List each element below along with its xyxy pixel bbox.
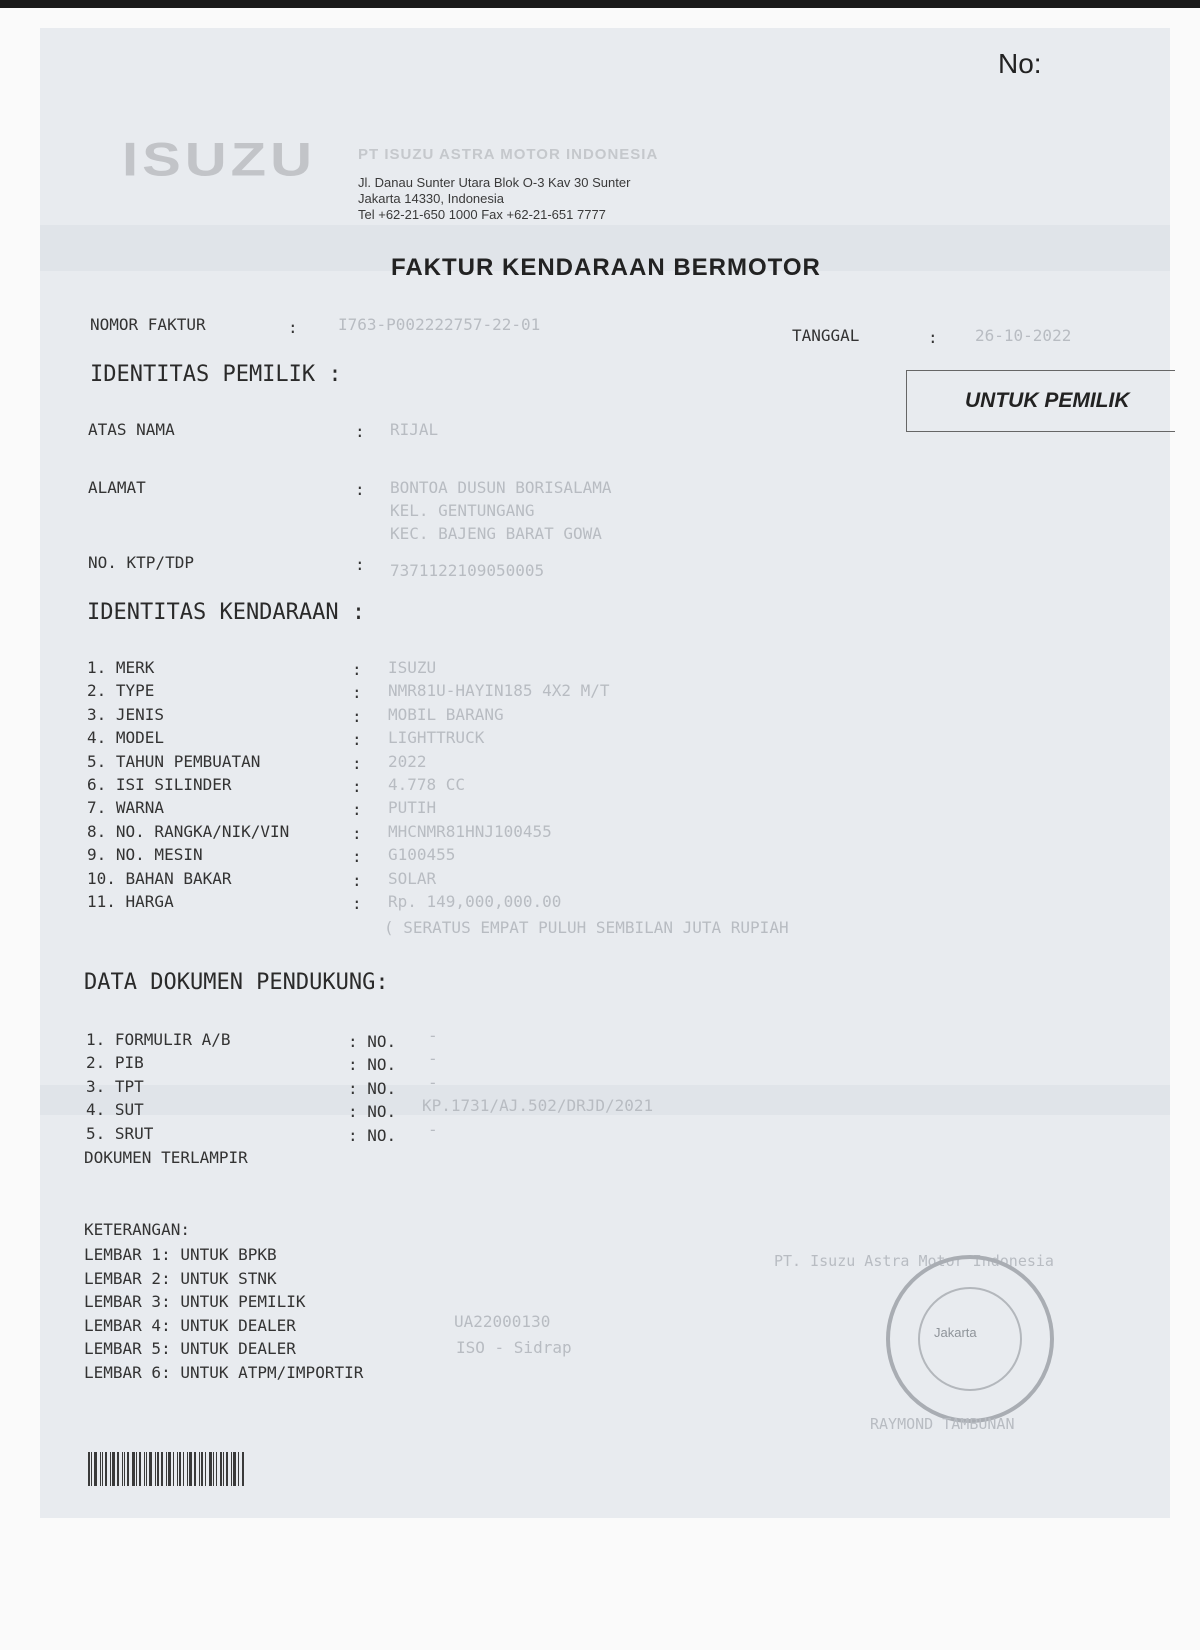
- colon: :: [352, 847, 362, 867]
- barcode-bar: [127, 1452, 129, 1486]
- document-label: 4. SUT: [86, 1100, 144, 1120]
- barcode-bar: [88, 1452, 90, 1486]
- barcode-bar: [194, 1452, 196, 1486]
- ktp-value: 7371122109050005: [390, 561, 545, 580]
- barcode-bar: [177, 1452, 178, 1486]
- document-label: 3. TPT: [86, 1076, 144, 1096]
- colon: :: [352, 730, 362, 750]
- document-title: FAKTUR KENDARAAN BERMOTOR: [391, 254, 821, 281]
- barcode-bar: [146, 1452, 147, 1486]
- document-number-value: -: [428, 1026, 438, 1045]
- document-no-label: : NO.: [348, 1102, 397, 1122]
- barcode-bar: [100, 1452, 101, 1486]
- alamat-label: ALAMAT: [88, 478, 146, 497]
- tanggal-value: 26-10-2022: [975, 326, 1072, 345]
- keterangan-line: LEMBAR 1: UNTUK BPKB: [84, 1245, 277, 1264]
- vehicle-field-value: SOLAR: [388, 868, 437, 888]
- barcode-bar: [220, 1452, 222, 1486]
- barcode-bar: [144, 1452, 145, 1486]
- keterangan-line: LEMBAR 6: UNTUK ATPM/IMPORTIR: [84, 1363, 364, 1382]
- barcode-bar: [199, 1452, 200, 1486]
- colon: :: [352, 870, 362, 890]
- vehicle-field-value: 4.778 CC: [388, 775, 466, 794]
- colon: :: [352, 800, 362, 820]
- vehicle-field-value: PUTIH: [388, 798, 437, 818]
- barcode-bar: [155, 1452, 156, 1486]
- atas-nama-value: RIJAL: [390, 420, 439, 439]
- vehicle-section-title: IDENTITAS KENDARAAN :: [87, 600, 366, 625]
- barcode-bar: [157, 1452, 159, 1486]
- tanggal-label: TANGGAL: [792, 326, 860, 345]
- document-number-value: -: [428, 1049, 438, 1069]
- alamat-line: BONTOA DUSUN BORISALAMA: [390, 478, 612, 497]
- alamat-line: KEC. BAJENG BARAT GOWA: [390, 524, 602, 543]
- address-line: Jakarta 14330, Indonesia: [358, 191, 504, 206]
- vehicle-field-value: ISUZU: [388, 658, 437, 677]
- vehicle-field-label: 9. NO. MESIN: [87, 845, 203, 865]
- vehicle-field-label: 5. TAHUN PEMBUATAN: [87, 751, 261, 771]
- keterangan-line: LEMBAR 5: UNTUK DEALER: [84, 1339, 296, 1359]
- barcode-bar: [216, 1452, 217, 1486]
- vehicle-field-label: 7. WARNA: [87, 798, 165, 818]
- colon: :: [355, 422, 365, 441]
- barcode-bar: [233, 1452, 236, 1486]
- colon: :: [352, 683, 362, 703]
- colon: :: [352, 753, 362, 773]
- scan-top-edge: [0, 0, 1200, 8]
- vehicle-field-label: 4. MODEL: [87, 728, 165, 748]
- keterangan-line: LEMBAR 3: UNTUK PEMILIK: [84, 1292, 306, 1312]
- nomor-faktur-label: NOMOR FAKTUR: [90, 315, 206, 334]
- company-stamp: [886, 1255, 1054, 1423]
- company-address: [358, 175, 630, 223]
- vehicle-field-value: 2022: [388, 751, 427, 771]
- harga-in-words: ( SERATUS EMPAT PULUH SEMBILAN JUTA RUPIAH: [384, 918, 789, 937]
- colon: :: [352, 706, 362, 726]
- barcode-bar: [117, 1452, 119, 1486]
- stamp-city: Jakarta: [934, 1325, 977, 1340]
- document-number-value: KP.1731/AJ.502/DRJD/2021: [422, 1096, 654, 1116]
- document-no-label: : NO.: [348, 1125, 397, 1145]
- barcode-bar: [105, 1452, 107, 1486]
- barcode-bar: [209, 1452, 212, 1486]
- owner-section-title: IDENTITAS PEMILIK :: [90, 362, 342, 387]
- barcode-bar: [136, 1452, 137, 1486]
- barcode-bar: [213, 1452, 214, 1486]
- signatory-name: RAYMOND TAMBUNAN: [870, 1415, 1015, 1433]
- barcode-bar: [94, 1452, 97, 1486]
- copy-designation-box: [906, 370, 1175, 432]
- vehicle-field-label: 1. MERK: [87, 658, 155, 677]
- barcode-bar: [226, 1452, 228, 1486]
- document-no-label: : NO.: [348, 1032, 397, 1051]
- address-line: Jl. Danau Sunter Utara Blok O-3 Kav 30 Sunter: [358, 175, 631, 190]
- document-number-value: -: [428, 1072, 438, 1092]
- vehicle-field-label: 8. NO. RANGKA/NIK/VIN: [87, 821, 290, 841]
- vehicle-field-label: 3. JENIS: [87, 704, 165, 724]
- barcode-bar: [166, 1452, 167, 1486]
- keterangan-line: LEMBAR 4: UNTUK DEALER: [84, 1315, 296, 1335]
- barcode-bar: [238, 1452, 239, 1486]
- barcode-bar: [223, 1452, 224, 1486]
- vehicle-field-value: NMR81U-HAYIN185 4X2 M/T: [388, 681, 610, 701]
- barcode-bar: [161, 1452, 163, 1486]
- isuzu-logo: ISUZU: [122, 132, 316, 187]
- barcode-bar: [179, 1452, 181, 1486]
- atas-nama-label: ATAS NAMA: [88, 420, 175, 439]
- copy-designation: UNTUK PEMILIK: [965, 389, 1130, 412]
- nomor-faktur-value: I763-P002222757-22-01: [338, 315, 541, 334]
- barcode-bar: [102, 1452, 103, 1486]
- vehicle-field-label: 10. BAHAN BAKAR: [87, 868, 232, 888]
- document-label: 5. SRUT: [86, 1123, 154, 1143]
- barcode-bar: [168, 1452, 171, 1486]
- vehicle-field-value: Rp. 149,000,000.00: [388, 892, 562, 911]
- barcode-bar: [122, 1452, 123, 1486]
- barcode-bar: [187, 1452, 188, 1486]
- barcode-bar: [110, 1452, 111, 1486]
- barcode-bar: [189, 1452, 192, 1486]
- keterangan-line: LEMBAR 2: UNTUK STNK: [84, 1268, 277, 1288]
- document-label: 1. FORMULIR A/B: [86, 1030, 231, 1049]
- barcode-bar: [149, 1452, 152, 1486]
- colon: :: [355, 480, 365, 499]
- keterangan-heading: KETERANGAN:: [84, 1220, 190, 1239]
- vehicle-field-value: G100455: [388, 845, 456, 865]
- barcode-bar: [173, 1452, 174, 1486]
- colon: :: [355, 555, 365, 574]
- ktp-label: NO. KTP/TDP: [88, 553, 194, 572]
- signatory-company: PT. Isuzu Astra Motor Indonesia: [774, 1252, 1054, 1270]
- vehicle-field-label: 11. HARGA: [87, 892, 174, 911]
- colon: :: [288, 318, 298, 337]
- vehicle-field-value: MOBIL BARANG: [388, 704, 504, 724]
- barcode-bar: [91, 1452, 92, 1486]
- company-name: PT ISUZU ASTRA MOTOR INDONESIA: [358, 146, 659, 163]
- barcode-bar: [231, 1452, 232, 1486]
- documents-section-title: DATA DOKUMEN PENDUKUNG:: [84, 970, 389, 995]
- document-number-label: No:: [998, 48, 1042, 79]
- vehicle-field-value: MHCNMR81HNJ100455: [388, 821, 552, 841]
- document-label: 2. PIB: [86, 1053, 144, 1073]
- barcode-bar: [242, 1452, 244, 1486]
- vehicle-field-label: 2. TYPE: [87, 681, 155, 701]
- dealer-name: ISO - Sidrap: [456, 1338, 572, 1357]
- dealer-code: UA22000130: [454, 1312, 551, 1331]
- colon: :: [352, 894, 362, 913]
- barcode-bar: [205, 1452, 206, 1486]
- address-line: Tel +62-21-650 1000 Fax +62-21-651 7777: [358, 207, 606, 222]
- barcode-bar: [132, 1452, 135, 1486]
- document-no-label: : NO.: [348, 1078, 397, 1098]
- barcode-bar: [201, 1452, 203, 1486]
- colon: :: [352, 823, 362, 843]
- barcode-bar: [139, 1452, 141, 1486]
- vehicle-field-value: LIGHTTRUCK: [388, 728, 485, 748]
- alamat-value: [390, 476, 612, 545]
- barcode: [88, 1452, 245, 1486]
- barcode-bar: [112, 1452, 115, 1486]
- dokumen-terlampir: DOKUMEN TERLAMPIR: [84, 1148, 248, 1167]
- colon: :: [352, 660, 362, 679]
- alamat-line: KEL. GENTUNGANG: [390, 501, 535, 520]
- document-number-value: -: [428, 1119, 438, 1139]
- barcode-bar: [124, 1452, 125, 1486]
- barcode-bar: [183, 1452, 184, 1486]
- colon: :: [928, 328, 938, 347]
- vehicle-field-label: 6. ISI SILINDER: [87, 775, 232, 794]
- document-no-label: : NO.: [348, 1055, 397, 1075]
- colon: :: [352, 777, 362, 796]
